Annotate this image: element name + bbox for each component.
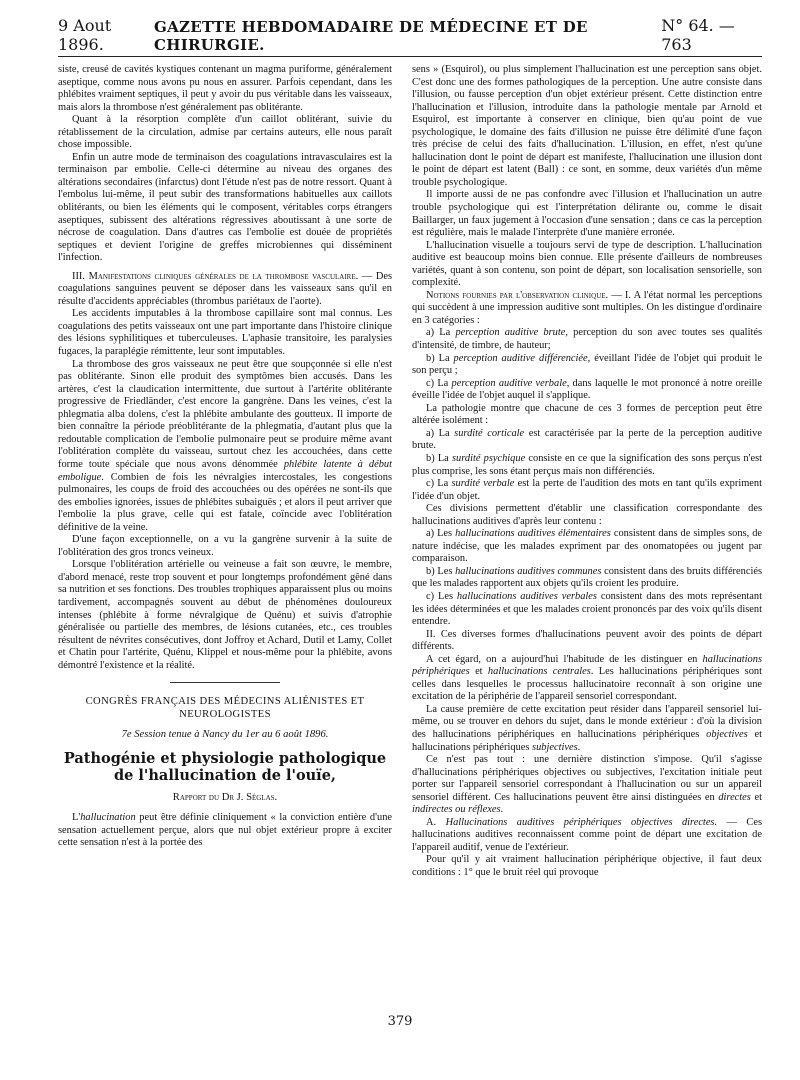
congress-heading: CONGRÈS FRANÇAIS DES MÉDECINS ALIÉNISTES ET NEUROLOGISTES: [85, 696, 365, 721]
text-run: . Combien de fois les névralgies intercostales, les congestions pulmonaires, les coups de froid des accouchées ou des opérées ne sont-ils que des embolies ignorées, issues de phlébites subaiguës ; et alors il peut arriver que l'embolie la plus grave, celle qui est fatale, coïncide avec l'oblitération définitive de la veine.: [58, 471, 392, 533]
text-run: A cet égard, on a aujourd'hui l'habitude de les distinguer en: [426, 653, 703, 665]
paragraph: D'une façon exceptionnelle, on a vu la gangrène survenir à la suite de l'oblitération des gros troncs veineux.: [58, 534, 392, 558]
italic-term: objectives: [706, 728, 748, 740]
text-run: consistent dans des mots représentant les idées déterminées et que les malades croient prononcés par des voix qu'ils disent entendre.: [412, 590, 762, 628]
list-item: [412, 453, 762, 478]
paragraph: II. Ces diverses formes d'hallucinations peuvent avoir des points de départ différents.: [412, 628, 762, 653]
text-run: et: [750, 791, 762, 803]
text-run: consiste en ce que la signification des sons perçus n'est plus comprise, les sons étant perçus mais non différenciés.: [412, 452, 762, 477]
italic-term: directes: [718, 791, 751, 803]
paragraph: Les accidents imputables à la thrombose capillaire sont mal connus. Les coagulations des petits vaisseaux ont une part importante dans l'histoire clinique des lésions syphilitiques et tuberculeuses. L'aphasie transitoire, les paralysies fugaces, la paraplégie rémittente, leur sont imputables.: [58, 308, 392, 358]
text-run: Ce n'est pas tout : une dernière distinction s'impose. Qu'il s'agisse d'hallucinations périphériques objectives ou subjectives, l'excitation initiale peut porter sur l'appareil sensoriel correspondant à l'hallucination ou sur un appareil sensoriel différent. Ces hallucinations peuvent être ainsi distinguées en: [412, 754, 762, 803]
italic-term: surdité verbale: [451, 478, 515, 490]
text-run: La thrombose des gros vaisseaux ne peut être que soupçonnée si elle n'est pas oblitérante. Sinon elle produit des symptômes bien accusés. Dans les artères, c'est la claudication intermittente, due surtout à l'artérite oblitérante progressive de Friedländer, c'est encore la gangrène. Dans les veines, c'est la phlegmatia alba dolens, c'est la phlébite ambulante des goutteux. Il importe de bien connaître la période préoblitérante de la phlegmatia, d'autant plus que la redoutable complication de l'embolie pulmonaire peut se produire même avant l'oblitération complète du vaisseau, surtout chez les accouchées, dans cette forme toute spéciale que nous avons dénommée: [58, 358, 392, 470]
text-run: b) La: [426, 352, 454, 364]
section-heading: III. Manifestations cliniques générales de la thrombose vasculaire.: [72, 270, 359, 282]
text-run: A.: [426, 816, 446, 828]
italic-term: hallucinations auditives verbales: [456, 590, 597, 602]
paragraph: Quant à la résorption complète d'un caillot oblitérant, suivie du rétablissement de la circulation, admise par certains auteurs, elle nous paraît chose impossible.: [58, 114, 392, 151]
italic-term: perception auditive brute: [455, 327, 566, 339]
paragraph: [412, 654, 762, 704]
text-run: a) Les: [426, 528, 456, 540]
text-run: est caractérisée par la perte de la perception auditive brute.: [412, 427, 762, 452]
left-column: [58, 64, 392, 1008]
paragraph: siste, creusé de cavités kystiques contenant un magma puriforme, généralement aseptique, comme nous avons pu nous en assurer. Parfois cependant, dans les phlébites vraiment septiques, il peut y avoir du pus véritable dans les vaisseaux, mais alors la thrombose n'est généralement pas oblitérante.: [58, 64, 392, 113]
italic-term: hallucinations auditives élémentaires: [455, 528, 611, 540]
text-run: La cause première de cette excitation peut résider dans l'appareil sensoriel lui-même, ou se trouver en dehors du sujet, dans le monde extérieur : d'où la division des hallucinations périphériques en hallucinations périphériques: [412, 703, 762, 740]
text-run: , éveillant l'idée de l'objet qui produit le son perçu ;: [412, 352, 762, 377]
issue-number: N° 64. — 763: [661, 16, 735, 54]
italic-term: hallucinations centrales: [487, 666, 591, 678]
text-run: c) Les: [426, 590, 457, 602]
section-iii: [58, 271, 392, 309]
text-run: .: [500, 804, 504, 816]
text-run: a) La: [426, 427, 455, 439]
text-run: c) La: [426, 478, 452, 490]
paragraph: Pour qu'il y ait vraiment hallucination périphérique objective, il faut deux conditions : 1° que le bruit réel qui provoque: [412, 854, 762, 878]
paragraph: [412, 704, 762, 754]
running-head: [58, 16, 762, 57]
italic-term: perception auditive verbale: [451, 377, 567, 389]
list-item: [412, 428, 762, 453]
list-item: [412, 591, 762, 629]
paragraph: L'hallucination visuelle a toujours servi de type de description. L'hallucination auditive est beaucoup moins bien connue. Elle présente d'ailleurs de nombreuses variétés, quant à son contenu, son point de départ, son localisation sensorielle, son complexité.: [412, 239, 762, 289]
text-run: L': [72, 812, 81, 824]
text-run: b) La: [426, 452, 452, 464]
italic-term: perception auditive différenciée: [453, 352, 588, 364]
text-run: a) La: [426, 327, 456, 339]
list-item: [412, 566, 762, 591]
text-run: . Les hallucinations périphériques sont celles dans lesquelles le processus hallucinatoire reconnaît à son origine une excitation de la périphérie de l'appareil sensoriel correspondant.: [412, 666, 762, 703]
list-item: [412, 327, 762, 352]
text-run: .: [577, 741, 581, 753]
article-title: Pathogénie et physiologie pathologique de l'hallucination de l'ouïe,: [63, 749, 387, 784]
paragraph: [58, 812, 392, 850]
page-number: 379: [387, 1014, 413, 1029]
paragraph: [412, 754, 762, 817]
text-run: — Ces hallucinations auditives reconnaissent comme point de départ une excitation de l'appareil auditif, venue de l'extérieur.: [412, 816, 762, 853]
italic-term: Hallucinations auditives périphériques objectives directes.: [445, 816, 718, 828]
paragraph: [412, 290, 762, 328]
text-run: c) La: [426, 377, 452, 389]
text-run: — I. A l'état normal les perceptions qui succèdent à une impression auditive sont multiples. On les distingue d'ordinaire en 3 catégories :: [412, 289, 762, 326]
italic-term: hallucinations périphériques: [412, 653, 762, 678]
section-divider: [170, 682, 280, 683]
section-text: — Des coagulations sanguines peuvent se déposer dans les vaisseaux sans qu'il en résulte d'accidents appréciables (thrombus pariétaux de l'aorte).: [58, 270, 392, 307]
list-item: [412, 528, 762, 566]
italic-term: hallucination: [80, 812, 136, 824]
paragraph: Lorsque l'oblitération artérielle ou veineuse a fait son œuvre, le membre, d'abord menacé, reste trop souvent et pour longtemps profondément gêné dans sa nutrition et ses fonctions. Des troubles trophiques apparaissent plus ou moins tardivement, accompagnés souvent au début de phénomènes douloureux intenses (phlébite à forme névralgique de Quénu) et suivis d'atrophie généralisée ou partielle des membres, de lésions cutanées, etc., ces troubles résultent de névrites consécutives, dont Joffroy et Achard, Dutil et Lamy, Collet et Chatin pour l'artérite, Quénu, Klippel et nous-même pour la phlébite, avons démontré l'existence et la réalité.: [58, 559, 392, 671]
text-run: est la perte de l'audition des mots en tant qu'ils expriment l'idée d'un objet.: [412, 478, 762, 502]
list-item: [412, 478, 762, 503]
italic-term: surdité psychique: [451, 452, 526, 464]
paragraph: sens » (Esquirol), ou plus simplement l'hallucination est une perception sans objet. C'est donc une des formes pathologiques de la perception. Une autre consiste dans l'illusion, ou fausse perception d'un objet extérieur présent. Cette distinction entre l'hallucination et l'illusion, introduite dans la pathologie mentale par Arnold et Esquirol, est importante à conserver en clinique, bien qu'au point de vue psychologique, le domaine des faits d'illusion ne puisse être délimité d'une façon très précise de celui des faits d'hallucination. L'illusion, en effet, n'est qu'une hallucination dont le point de départ est manifeste, l'hallucination une illusion dont le point de départ est latent (Ball) : ce sont, en somme, deux variétés d'un même trouble psychologique.: [412, 64, 762, 188]
text-run: consistent dans de simples sons, de nature indécise, que les malades expriment par des onomatopées ou jugent par comparaison.: [412, 528, 762, 565]
italic-term: hallucinations auditives communes: [455, 565, 602, 577]
list-item: [412, 378, 762, 403]
paragraph: [58, 359, 392, 535]
right-column: [412, 64, 762, 1008]
paragraph: La pathologie montre que chacune de ces 3 formes de perception peut être altérée isolément :: [412, 402, 762, 427]
italic-term: subjectives: [532, 741, 578, 753]
paragraph: Il importe aussi de ne pas confondre avec l'illusion et l'hallucination un autre trouble psychologique qui est l'interprétation délirante ou, comme le disait Baillarger, un faux jugement à l'occasion d'une sensation ; dans ce cas la perception est régulière, mais le malade l'interprète d'une manière erronée.: [412, 189, 762, 239]
section-heading: Notions fournies par l'observation clinique.: [426, 289, 609, 301]
text-run: , perception du son avec toutes ses qualités d'intensité, de timbre, de hauteur;: [412, 327, 762, 352]
italic-term: surdité corticale: [454, 427, 525, 439]
paragraph: Ces divisions permettent d'établir une classification correspondante des hallucinations auditives d'après leur contenu :: [412, 503, 762, 527]
text-run: consistent dans des bruits différenciés que les malades rapportent aux objets qu'ils croient les produire.: [412, 565, 762, 590]
session-line: 7e Session tenue à Nancy du 1er au 6 août 1896.: [121, 729, 329, 741]
paragraph: [412, 817, 762, 855]
italic-term: phlébite latente à début emboligue: [58, 458, 392, 483]
text-run: b) Les: [426, 565, 456, 577]
issue-date: 9 Aout 1896.: [58, 16, 112, 54]
italic-term: indirectes ou réflexes: [412, 804, 501, 816]
report-author: Rapport du Dr J. Séglas.: [172, 791, 278, 803]
list-item: [412, 353, 762, 378]
text-run: , dans laquelle le mot prononcé à notre oreille éveille l'idée de l'objet auquel il s'applique.: [412, 377, 762, 402]
journal-title: GAZETTE HEBDOMADAIRE DE MÉDECINE ET DE CHIRURGIE.: [154, 18, 588, 54]
paragraph: Enfin un autre mode de terminaison des coagulations intravasculaires est la terminaison par embolie. Celle-ci détermine au niveau des organes des altérations secondaires (infarctus) dont l'étude n'est pas de notre ressort. Quant à l'embolus lui-même, il peut subir des transformations habituelles aux caillots oblitérants, ou bien les éléments qui le composent, véritables corps étrangers aseptiques, subissent des altérations régressives aboutissant à une sorte de nécrose de coagulation. Dans d'autres cas l'embolie est douée de propriétés septiques et devient l'origine de greffes microbiennes qui disséminent l'infection.: [58, 151, 392, 264]
text-run: et hallucinations périphériques: [412, 728, 762, 753]
text-run: et: [469, 666, 488, 678]
text-run: peut être définie cliniquement « la conviction entière d'une sensation actuellement perçue, alors que nul objet extérieur propre à exciter cette sensation n'est à la portée des: [58, 812, 392, 849]
